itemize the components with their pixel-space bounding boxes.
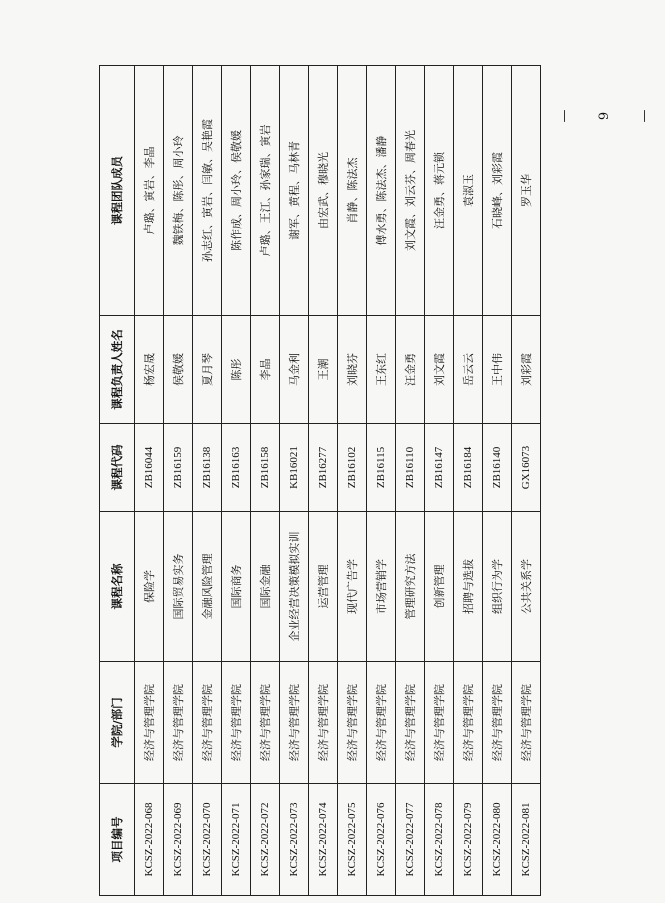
cell-team-members: 袁淑玉 <box>454 66 483 316</box>
cell-college: 经济与管理学院 <box>135 662 164 784</box>
table-row <box>512 66 541 896</box>
cell-course-name: 创新管理 <box>425 512 454 662</box>
page-number: —9— <box>557 109 652 123</box>
table-row <box>280 66 309 896</box>
cell-course-code: GX16073 <box>512 424 541 512</box>
cell-course-name: 市场营销学 <box>367 512 396 662</box>
table-row <box>483 66 512 896</box>
cell-college: 经济与管理学院 <box>280 662 309 784</box>
table-row <box>309 66 338 896</box>
cell-course-name: 现代广告学 <box>338 512 367 662</box>
cell-course-code: ZB16138 <box>193 424 222 512</box>
cell-college: 经济与管理学院 <box>396 662 425 784</box>
cell-course-code: ZB16102 <box>338 424 367 512</box>
cell-college: 经济与管理学院 <box>222 662 251 784</box>
cell-team-members: 卢璐、王江、孙家瑞、寅岩 <box>251 66 280 316</box>
cell-project-id: KCSZ-2022-070 <box>193 784 222 896</box>
header-course-code: 课程代码 <box>100 424 135 512</box>
cell-college: 经济与管理学院 <box>164 662 193 784</box>
table-row <box>454 66 483 896</box>
cell-course-leader: 岳云云 <box>454 316 483 424</box>
cell-course-name: 组织行为学 <box>483 512 512 662</box>
cell-course-code: ZB16159 <box>164 424 193 512</box>
cell-college: 经济与管理学院 <box>338 662 367 784</box>
cell-course-name: 招聘与选拔 <box>454 512 483 662</box>
cell-project-id: KCSZ-2022-071 <box>222 784 251 896</box>
cell-team-members: 由宏武、穆晓光 <box>309 66 338 316</box>
cell-college: 经济与管理学院 <box>309 662 338 784</box>
cell-course-leader: 夏月琴 <box>193 316 222 424</box>
cell-course-name: 管理研究方法 <box>396 512 425 662</box>
table-row <box>251 66 280 896</box>
cell-project-id: KCSZ-2022-069 <box>164 784 193 896</box>
header-college: 学院/部门 <box>100 662 135 784</box>
project-table <box>99 65 541 896</box>
table-row <box>338 66 367 896</box>
cell-course-leader: 李晶 <box>251 316 280 424</box>
rotated-table-container <box>99 66 533 896</box>
table-header-row <box>100 66 135 896</box>
cell-course-code: ZB16277 <box>309 424 338 512</box>
cell-college: 经济与管理学院 <box>483 662 512 784</box>
cell-course-leader: 王东红 <box>367 316 396 424</box>
cell-course-leader: 陈彤 <box>222 316 251 424</box>
header-course-leader: 课程负责人姓名 <box>100 316 135 424</box>
cell-team-members: 刘文霞、刘云芬、周春光 <box>396 66 425 316</box>
cell-team-members: 卢璐、寅岩、李晶 <box>135 66 164 316</box>
cell-project-id: KCSZ-2022-075 <box>338 784 367 896</box>
cell-team-members: 汪金勇、蒋元锁 <box>425 66 454 316</box>
cell-college: 经济与管理学院 <box>193 662 222 784</box>
cell-team-members: 谢军、黄程、马林青 <box>280 66 309 316</box>
cell-team-members: 孙志红、寅岩、闫敏、吴艳霞 <box>193 66 222 316</box>
table-row <box>367 66 396 896</box>
cell-course-leader: 王中伟 <box>483 316 512 424</box>
cell-course-code: ZB16044 <box>135 424 164 512</box>
cell-project-id: KCSZ-2022-073 <box>280 784 309 896</box>
cell-college: 经济与管理学院 <box>512 662 541 784</box>
cell-course-name: 公共关系学 <box>512 512 541 662</box>
cell-project-id: KCSZ-2022-072 <box>251 784 280 896</box>
cell-team-members: 肖静、陈法杰 <box>338 66 367 316</box>
cell-college: 经济与管理学院 <box>251 662 280 784</box>
cell-course-leader: 侯敬媛 <box>164 316 193 424</box>
cell-project-id: KCSZ-2022-080 <box>483 784 512 896</box>
cell-course-leader: 刘彩霞 <box>512 316 541 424</box>
cell-course-code: ZB16110 <box>396 424 425 512</box>
cell-course-leader: 马金利 <box>280 316 309 424</box>
table-row <box>425 66 454 896</box>
cell-project-id: KCSZ-2022-081 <box>512 784 541 896</box>
cell-course-code: ZB16158 <box>251 424 280 512</box>
table-row <box>222 66 251 896</box>
cell-course-code: ZB16140 <box>483 424 512 512</box>
cell-team-members: 魏铁梅、陈彤、周小玲 <box>164 66 193 316</box>
cell-team-members: 罗玉华 <box>512 66 541 316</box>
cell-project-id: KCSZ-2022-077 <box>396 784 425 896</box>
table-row <box>193 66 222 896</box>
cell-course-name: 国际商务 <box>222 512 251 662</box>
cell-course-name: 金融风险管理 <box>193 512 222 662</box>
cell-course-leader: 杨宏晟 <box>135 316 164 424</box>
header-team-members: 课程团队成员 <box>100 66 135 316</box>
cell-college: 经济与管理学院 <box>367 662 396 784</box>
cell-team-members: 石晓峰、刘彩霞 <box>483 66 512 316</box>
cell-course-name: 国际金融 <box>251 512 280 662</box>
cell-course-leader: 汪金勇 <box>396 316 425 424</box>
cell-team-members: 傅水勇、陈法杰、潘静 <box>367 66 396 316</box>
header-course-name: 课程名称 <box>100 512 135 662</box>
cell-course-code: KB16021 <box>280 424 309 512</box>
cell-project-id: KCSZ-2022-079 <box>454 784 483 896</box>
header-project-id: 项目编号 <box>100 784 135 896</box>
table-row <box>135 66 164 896</box>
cell-course-code: ZB16115 <box>367 424 396 512</box>
cell-project-id: KCSZ-2022-078 <box>425 784 454 896</box>
cell-course-name: 国际贸易实务 <box>164 512 193 662</box>
cell-course-code: ZB16147 <box>425 424 454 512</box>
table-row <box>164 66 193 896</box>
cell-college: 经济与管理学院 <box>454 662 483 784</box>
cell-project-id: KCSZ-2022-076 <box>367 784 396 896</box>
cell-course-leader: 王潮 <box>309 316 338 424</box>
cell-course-code: ZB16184 <box>454 424 483 512</box>
cell-course-leader: 刘晓芬 <box>338 316 367 424</box>
cell-course-leader: 刘文霞 <box>425 316 454 424</box>
cell-college: 经济与管理学院 <box>425 662 454 784</box>
cell-course-name: 企业经营决策模拟实训 <box>280 512 309 662</box>
cell-course-name: 运营管理 <box>309 512 338 662</box>
cell-project-id: KCSZ-2022-074 <box>309 784 338 896</box>
table-row <box>396 66 425 896</box>
cell-team-members: 陈作成、周小玲、侯敬媛 <box>222 66 251 316</box>
cell-course-name: 保险学 <box>135 512 164 662</box>
cell-project-id: KCSZ-2022-068 <box>135 784 164 896</box>
cell-course-code: ZB16163 <box>222 424 251 512</box>
